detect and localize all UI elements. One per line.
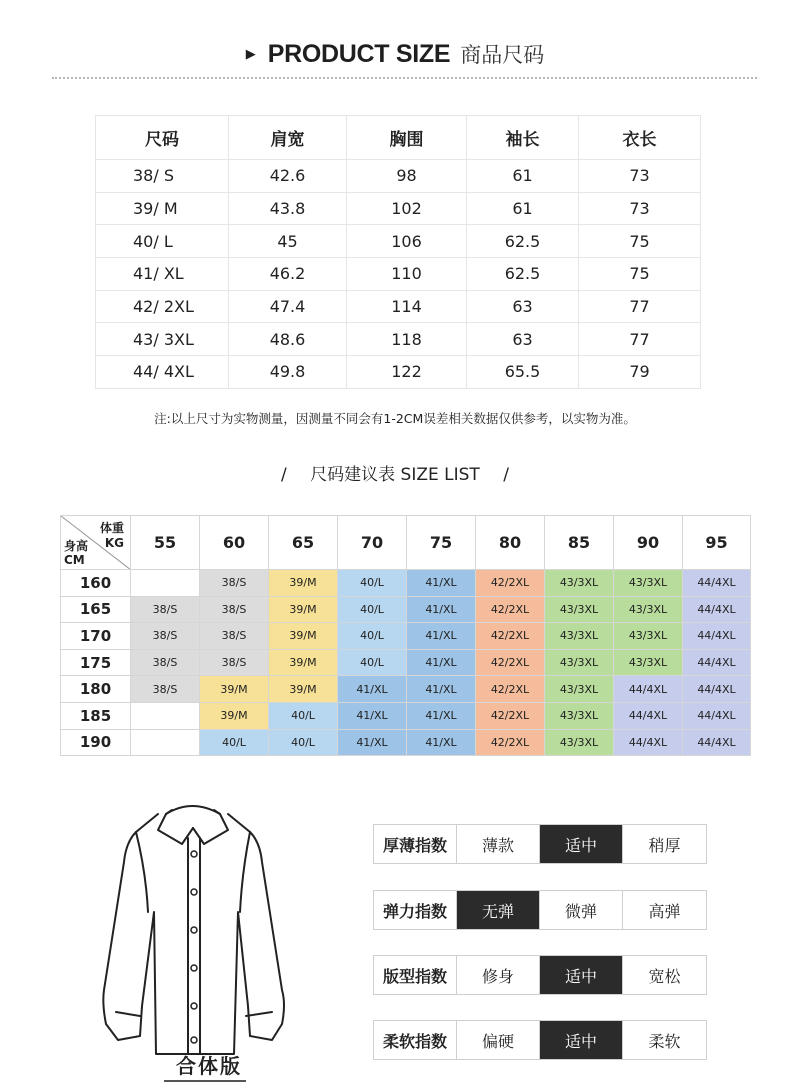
corner-weight-unit: KG xyxy=(104,536,124,550)
grid-row-185 xyxy=(61,702,751,729)
size-cell: 44/4XL xyxy=(683,623,751,650)
index-option: 修身 xyxy=(457,956,540,994)
size-cell: 44/4XL xyxy=(683,596,751,623)
size-cell: 41/XL xyxy=(407,596,476,623)
size-cell: 41/XL xyxy=(338,729,407,756)
size-cell: 39/M xyxy=(269,570,338,597)
weight-header-80: 80 xyxy=(476,516,545,570)
size-table-row xyxy=(96,356,701,389)
size-table-row xyxy=(96,160,701,193)
weight-header-65: 65 xyxy=(269,516,338,570)
size-cell: 38/S xyxy=(131,649,200,676)
cell-size: 42/ 2XL xyxy=(96,290,229,323)
index-option: 宽松 xyxy=(648,966,681,986)
col-header-size: 尺码 xyxy=(96,116,229,160)
size-cell: 38/S xyxy=(131,623,200,650)
cell-shoulder: 46.2 xyxy=(229,258,347,291)
cell-size: 43/ 3XL xyxy=(96,323,229,356)
col-header-length: 衣长 xyxy=(579,116,701,160)
cell-length: 75 xyxy=(579,225,701,258)
index-label: 版型指数 xyxy=(374,956,457,994)
cell-length: 79 xyxy=(579,356,701,389)
size-cell: 41/XL xyxy=(338,702,407,729)
index-label: 柔软指数 xyxy=(374,1021,457,1059)
size-cell: 40/L xyxy=(200,729,269,756)
index-option: 薄款 xyxy=(457,825,540,863)
size-cell: 44/4XL xyxy=(683,570,751,597)
size-cell: 44/4XL xyxy=(614,702,683,729)
dotted-divider xyxy=(52,77,757,79)
index-bar xyxy=(373,1020,707,1060)
size-cell: 40/L xyxy=(338,623,407,650)
size-cell: 41/XL xyxy=(407,676,476,703)
index-label: 弹力指数 xyxy=(374,891,457,929)
cell-sleeve: 65.5 xyxy=(467,356,579,389)
corner-height-label: 身高 xyxy=(64,539,89,553)
col-header-chest: 胸围 xyxy=(347,116,467,160)
index-option: 偏硬 xyxy=(457,1021,540,1059)
size-table xyxy=(95,115,701,389)
weight-header-85: 85 xyxy=(545,516,614,570)
cell-shoulder: 42.6 xyxy=(229,160,347,193)
col-header-sleeve: 袖长 xyxy=(467,116,579,160)
index-option: 柔软 xyxy=(648,1031,681,1051)
size-cell: 43/3XL xyxy=(545,596,614,623)
cell-chest: 110 xyxy=(347,258,467,291)
weight-header-60: 60 xyxy=(200,516,269,570)
size-cell: 43/3XL xyxy=(614,623,683,650)
grid-row-180 xyxy=(61,676,751,703)
height-label: 175 xyxy=(61,649,131,676)
index-option: 适中 xyxy=(540,825,623,863)
size-cell: 42/2XL xyxy=(476,676,545,703)
size-cell: 43/3XL xyxy=(614,570,683,597)
size-cell: 43/3XL xyxy=(545,649,614,676)
title-slash-right: / xyxy=(503,465,509,485)
index-bar xyxy=(373,890,707,930)
size-cell: 38/S xyxy=(200,623,269,650)
size-cell: 39/M xyxy=(269,596,338,623)
section-header xyxy=(0,34,790,74)
cell-size: 39/ M xyxy=(96,192,229,225)
cell-chest: 122 xyxy=(347,356,467,389)
triangle-arrow-icon: ▶ xyxy=(245,46,256,62)
size-cell: 38/S xyxy=(131,596,200,623)
index-option: 无弹 xyxy=(457,891,540,929)
measurement-note: 注:以上尺寸为实物测量，因测量不同会有1-2CM误差相关数据仅供参考，以实物为准。 xyxy=(154,411,636,426)
grid-row-175 xyxy=(61,649,751,676)
cell-shoulder: 48.6 xyxy=(229,323,347,356)
size-cell: 38/S xyxy=(131,676,200,703)
height-label: 190 xyxy=(61,729,131,756)
size-table-row xyxy=(96,258,701,291)
grid-row-190 xyxy=(61,729,751,756)
cell-chest: 102 xyxy=(347,192,467,225)
grid-corner-cell xyxy=(61,516,131,570)
size-list-title-text: 尺码建议表 SIZE LIST xyxy=(310,465,480,485)
size-cell: 42/2XL xyxy=(476,570,545,597)
cell-length: 75 xyxy=(579,258,701,291)
size-cell: 39/M xyxy=(269,623,338,650)
corner-height-unit: CM xyxy=(64,553,85,567)
size-cell: 43/3XL xyxy=(545,570,614,597)
cell-length: 77 xyxy=(579,290,701,323)
size-cell: 44/4XL xyxy=(614,729,683,756)
size-cell xyxy=(131,702,200,729)
cell-chest: 118 xyxy=(347,323,467,356)
size-cell: 43/3XL xyxy=(545,623,614,650)
size-table-header-row xyxy=(96,116,701,160)
index-label: 厚薄指数 xyxy=(374,825,457,863)
size-cell: 38/S xyxy=(200,596,269,623)
height-label: 170 xyxy=(61,623,131,650)
size-cell xyxy=(131,729,200,756)
size-cell: 42/2XL xyxy=(476,596,545,623)
size-cell: 41/XL xyxy=(338,676,407,703)
shirt-outline-icon xyxy=(96,792,286,1062)
size-list-title xyxy=(0,460,790,485)
size-cell: 44/4XL xyxy=(683,649,751,676)
cell-size: 44/ 4XL xyxy=(96,356,229,389)
header-title-en: PRODUCT SIZE xyxy=(267,39,451,68)
cell-shoulder: 49.8 xyxy=(229,356,347,389)
size-cell: 39/M xyxy=(269,649,338,676)
size-cell: 43/3XL xyxy=(614,596,683,623)
height-label: 165 xyxy=(61,596,131,623)
size-cell: 38/S xyxy=(200,649,269,676)
size-cell: 40/L xyxy=(338,570,407,597)
height-label: 160 xyxy=(61,570,131,597)
cell-sleeve: 63 xyxy=(467,323,579,356)
cell-shoulder: 45 xyxy=(229,225,347,258)
size-cell: 43/3XL xyxy=(545,729,614,756)
size-cell: 41/XL xyxy=(407,623,476,650)
size-cell: 41/XL xyxy=(407,649,476,676)
cell-chest: 98 xyxy=(347,160,467,193)
cell-sleeve: 62.5 xyxy=(467,225,579,258)
grid-row-160 xyxy=(61,570,751,597)
size-cell xyxy=(131,570,200,597)
col-header-shoulder: 肩宽 xyxy=(229,116,347,160)
weight-header-55: 55 xyxy=(131,516,200,570)
index-option: 适中 xyxy=(540,1021,623,1059)
size-cell: 44/4XL xyxy=(683,702,751,729)
height-label: 180 xyxy=(61,676,131,703)
size-cell: 42/2XL xyxy=(476,702,545,729)
size-cell: 40/L xyxy=(338,596,407,623)
size-cell: 42/2XL xyxy=(476,729,545,756)
size-cell: 39/M xyxy=(200,702,269,729)
size-cell: 38/S xyxy=(200,570,269,597)
weight-header-90: 90 xyxy=(614,516,683,570)
size-cell: 42/2XL xyxy=(476,623,545,650)
size-cell: 40/L xyxy=(269,702,338,729)
size-cell: 43/3XL xyxy=(614,649,683,676)
size-table-row xyxy=(96,323,701,356)
index-option: 稍厚 xyxy=(648,835,681,855)
index-option: 微弹 xyxy=(540,891,623,929)
cell-size: 41/ XL xyxy=(96,258,229,291)
cell-sleeve: 63 xyxy=(467,290,579,323)
size-cell: 42/2XL xyxy=(476,649,545,676)
size-cell: 40/L xyxy=(338,649,407,676)
size-table-row xyxy=(96,192,701,225)
cell-length: 73 xyxy=(579,192,701,225)
cell-shoulder: 47.4 xyxy=(229,290,347,323)
index-option: 高弹 xyxy=(648,901,681,921)
size-cell: 41/XL xyxy=(407,702,476,729)
weight-header-75: 75 xyxy=(407,516,476,570)
size-cell: 44/4XL xyxy=(683,729,751,756)
fit-label: 合体版 xyxy=(176,1054,242,1078)
size-recommendation-grid xyxy=(60,515,751,756)
grid-row-165 xyxy=(61,596,751,623)
cell-shoulder: 43.8 xyxy=(229,192,347,225)
size-cell: 41/XL xyxy=(407,729,476,756)
size-cell: 39/M xyxy=(269,676,338,703)
cell-chest: 114 xyxy=(347,290,467,323)
cell-size: 40/ L xyxy=(96,225,229,258)
size-cell: 43/3XL xyxy=(545,676,614,703)
size-cell: 41/XL xyxy=(407,570,476,597)
index-bar xyxy=(373,955,707,995)
size-table-row xyxy=(96,225,701,258)
cell-sleeve: 61 xyxy=(467,160,579,193)
cell-chest: 106 xyxy=(347,225,467,258)
header-title-cn: 商品尺码 xyxy=(460,43,545,67)
cell-sleeve: 61 xyxy=(467,192,579,225)
corner-weight-label: 体重 xyxy=(99,521,124,535)
cell-sleeve: 62.5 xyxy=(467,258,579,291)
size-cell: 40/L xyxy=(269,729,338,756)
size-cell: 43/3XL xyxy=(545,702,614,729)
height-label: 185 xyxy=(61,702,131,729)
weight-header-70: 70 xyxy=(338,516,407,570)
grid-row-170 xyxy=(61,623,751,650)
size-cell: 44/4XL xyxy=(614,676,683,703)
size-cell: 44/4XL xyxy=(683,676,751,703)
index-option: 适中 xyxy=(540,956,623,994)
title-slash-left: / xyxy=(281,465,287,485)
fit-label-underline xyxy=(164,1080,246,1082)
cell-length: 73 xyxy=(579,160,701,193)
size-cell: 39/M xyxy=(200,676,269,703)
weight-header-95: 95 xyxy=(683,516,751,570)
cell-length: 77 xyxy=(579,323,701,356)
size-table-row xyxy=(96,290,701,323)
cell-size: 38/ S xyxy=(96,160,229,193)
index-bar xyxy=(373,824,707,864)
